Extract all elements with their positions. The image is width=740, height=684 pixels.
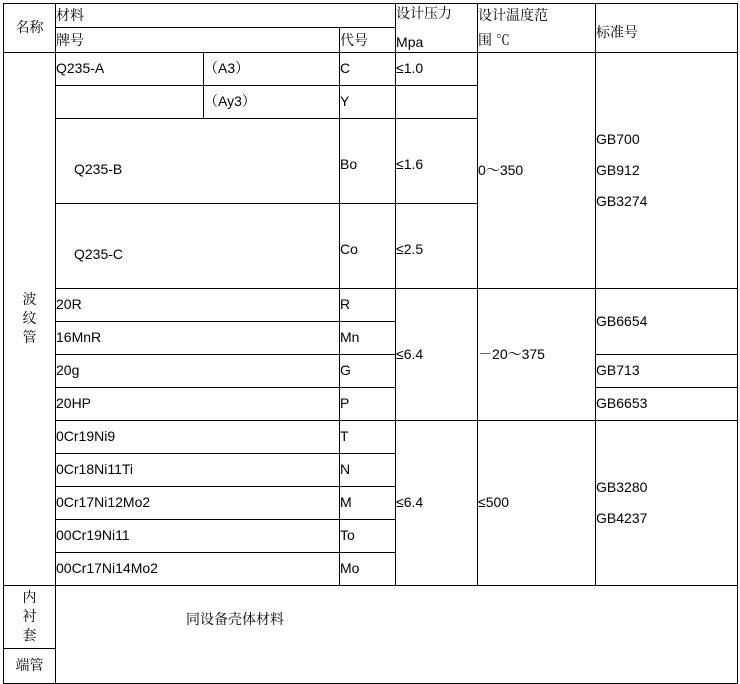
pressure-cell: ≤6.4 — [396, 288, 478, 420]
grade-cell — [56, 85, 204, 118]
table-row — [4, 52, 738, 85]
pressure-cell — [396, 85, 478, 118]
header-standard-no-label: 标准号 — [596, 23, 639, 40]
header-material-label: 材料 — [56, 7, 84, 24]
section-name-end-pipe: 端管 — [4, 648, 56, 683]
pressure-cell: ≤2.5 — [396, 203, 478, 288]
code-cell: Mn — [340, 321, 396, 354]
standard-cell-group3: GB713 — [596, 354, 738, 387]
table-row — [4, 354, 738, 387]
standard-cell-group2: GB6654 — [596, 288, 738, 354]
section-name-char: 套 — [22, 627, 37, 644]
header-design-temperature-cell — [478, 4, 596, 53]
header-design-temp-line2: 围 ℃ — [478, 31, 510, 48]
header-code-cell — [340, 28, 396, 52]
standard-no: GB3274 — [596, 192, 648, 209]
header-material-cell — [56, 4, 396, 28]
header-grade-cell — [56, 28, 340, 52]
grade-cell: Q235-A — [56, 52, 204, 85]
header-name-cell — [4, 4, 56, 53]
standard-no: GB4237 — [596, 509, 648, 526]
temperature-cell: ≤500 — [478, 420, 596, 585]
header-design-pressure-cell — [396, 4, 478, 53]
grade-cell: 20g — [56, 354, 340, 387]
table-row — [4, 585, 738, 648]
temperature-cell: －20～375 — [478, 288, 596, 420]
standard-cell-group4: GB6653 — [596, 387, 738, 420]
grade-cell: 0Cr17Ni12Mo2 — [56, 486, 340, 519]
code-cell: Y — [340, 85, 396, 118]
standard-cell-group5 — [596, 420, 738, 585]
header-design-temp-line1: 设计温度范 — [478, 7, 549, 23]
grade-cell: 20R — [56, 288, 340, 321]
header-standard-no-cell — [596, 4, 738, 53]
section-name-char: 内 — [22, 589, 37, 606]
header-name-label: 名称 — [15, 19, 44, 36]
code-cell: N — [340, 453, 396, 486]
material-specification-table — [3, 3, 738, 684]
temperature-cell: 0～350 — [478, 52, 596, 288]
table-row — [4, 420, 738, 453]
standard-cell-group1 — [596, 52, 738, 288]
grade-cell: Q235-C — [56, 203, 340, 288]
section-name-liner — [4, 585, 56, 648]
grade-cell: 00Cr17Ni14Mo2 — [56, 552, 340, 585]
grade-cell: 0Cr19Ni9 — [56, 420, 340, 453]
standard-no: GB3280 — [596, 478, 648, 495]
grade-cell: Q235-B — [56, 118, 340, 203]
code-cell: Mo — [340, 552, 396, 585]
code-cell: C — [340, 52, 396, 85]
code-cell: To — [340, 519, 396, 552]
code-cell: T — [340, 420, 396, 453]
code-cell: P — [340, 387, 396, 420]
grade-cell: 00Cr19Ni11 — [56, 519, 340, 552]
header-code-label: 代号 — [340, 31, 368, 48]
grade-sub-cell: （A3） — [204, 52, 340, 85]
table-header-row-1 — [4, 4, 738, 28]
grade-cell: 16MnR — [56, 321, 340, 354]
code-cell: R — [340, 288, 396, 321]
pressure-cell: ≤6.4 — [396, 420, 478, 585]
code-cell: G — [340, 354, 396, 387]
section-name-char: 衬 — [22, 608, 37, 625]
code-cell: M — [340, 486, 396, 519]
header-design-pressure-line1: 设计压力 — [396, 5, 453, 21]
standard-no: GB700 — [596, 130, 640, 147]
pressure-cell: ≤1.0 — [396, 52, 478, 85]
table-row — [4, 387, 738, 420]
header-grade-label: 牌号 — [56, 31, 84, 48]
standard-no: GB912 — [596, 161, 640, 178]
pressure-cell: ≤1.6 — [396, 118, 478, 203]
section-name-char: 管 — [22, 329, 37, 346]
grade-cell: 0Cr18Ni11Ti — [56, 453, 340, 486]
section-name-char: 纹 — [22, 310, 37, 327]
table-row — [4, 288, 738, 321]
note-same-as-shell: 同设备壳体材料 — [56, 585, 738, 683]
code-cell: Co — [340, 203, 396, 288]
code-cell: Bo — [340, 118, 396, 203]
header-design-pressure-line2: Mpa — [396, 33, 424, 50]
grade-sub-cell: （Ay3） — [204, 85, 340, 118]
section-name-bellows — [4, 52, 56, 585]
grade-cell: 20HP — [56, 387, 340, 420]
section-name-char: 波 — [22, 291, 37, 308]
